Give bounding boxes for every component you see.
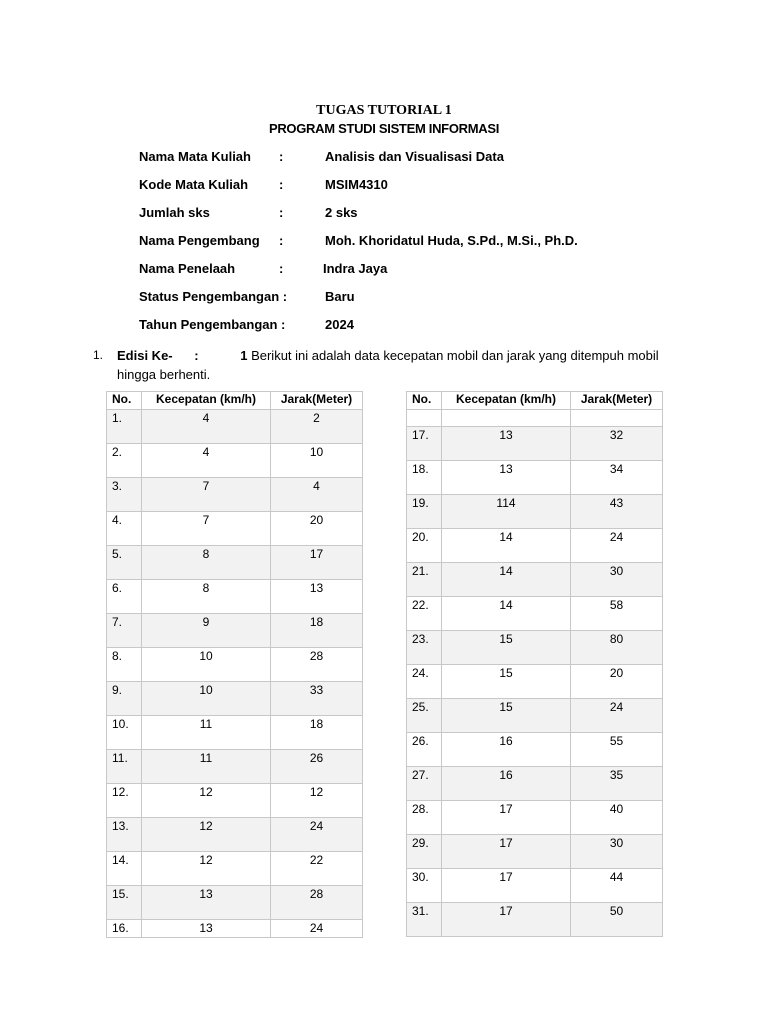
cell-no: 27.: [407, 767, 442, 801]
table-row: [107, 648, 363, 682]
header-no: No.: [407, 392, 442, 410]
table-row: [407, 835, 663, 869]
table-row: [107, 818, 363, 852]
cell-jarak: 50: [571, 903, 663, 937]
cell-no: 26.: [407, 733, 442, 767]
cell-jarak: 22: [271, 852, 363, 886]
table-row: [407, 801, 663, 835]
cell-no: 25.: [407, 699, 442, 733]
cell-kecepatan: 16: [442, 767, 571, 801]
cell-kecepatan: 15: [442, 631, 571, 665]
cell-jarak: 33: [271, 682, 363, 716]
cell-kecepatan: 8: [142, 546, 271, 580]
cell-jarak: 20: [271, 512, 363, 546]
cell-kecepatan: 7: [142, 512, 271, 546]
table-row: [107, 546, 363, 580]
cell-kecepatan: 17: [442, 869, 571, 903]
cell-jarak: 26: [271, 750, 363, 784]
cell-jarak: 43: [571, 495, 663, 529]
cell-no: 30.: [407, 869, 442, 903]
cell-no: 8.: [107, 648, 142, 682]
cell-no: 28.: [407, 801, 442, 835]
info-value: 2024: [325, 317, 354, 332]
cell-jarak: 4: [271, 478, 363, 512]
cell-jarak: 28: [271, 648, 363, 682]
cell-no: 4.: [107, 512, 142, 546]
cell-no: 31.: [407, 903, 442, 937]
info-colon: :: [279, 233, 284, 248]
cell-kecepatan: 14: [442, 529, 571, 563]
document-title: TUGAS TUTORIAL 1: [316, 103, 452, 118]
header-no: No.: [107, 392, 142, 410]
info-label: Nama Pengembang: [139, 233, 260, 248]
data-table-left: [106, 391, 363, 938]
edisi-colon: :: [194, 348, 199, 363]
table-row: [407, 699, 663, 733]
cell-no: 12.: [107, 784, 142, 818]
cell-jarak: 30: [571, 835, 663, 869]
edisi-label: Edisi Ke-: [117, 348, 173, 363]
table-row: [407, 563, 663, 597]
cell-jarak: 28: [271, 886, 363, 920]
info-value: 2 sks: [325, 205, 358, 220]
question-1: [93, 346, 673, 384]
info-value: Baru: [325, 289, 355, 304]
cell-kecepatan: 12: [142, 852, 271, 886]
info-colon: :: [279, 149, 284, 164]
info-value: MSIM4310: [325, 177, 388, 192]
cell-kecepatan: 10: [142, 648, 271, 682]
cell-kecepatan: 17: [442, 801, 571, 835]
table-row: [107, 512, 363, 546]
cell-kecepatan: 8: [142, 580, 271, 614]
info-value: Analisis dan Visualisasi Data: [325, 149, 504, 164]
cell-kecepatan: 4: [142, 444, 271, 478]
cell-kecepatan: 11: [142, 716, 271, 750]
info-colon: :: [279, 261, 284, 276]
cell-no: 1.: [107, 410, 142, 444]
table-row: [407, 903, 663, 937]
question-text: Berikut ini adalah data kecepatan mobil dan jarak yang ditempuh mobil hingga berhenti.: [117, 348, 659, 382]
cell-kecepatan: 11: [142, 750, 271, 784]
cell-jarak: 13: [271, 580, 363, 614]
header-jarak: Jarak(Meter): [271, 392, 363, 410]
cell-jarak: 80: [571, 631, 663, 665]
info-label: Nama Mata Kuliah: [139, 149, 251, 164]
cell-kecepatan: 7: [142, 478, 271, 512]
edisi-value: 1: [240, 348, 248, 363]
cell-kecepatan: 17: [442, 835, 571, 869]
cell-jarak: 20: [571, 665, 663, 699]
table-row: [107, 478, 363, 512]
table-row: [107, 614, 363, 648]
table-row: [407, 461, 663, 495]
info-label: Tahun Pengembangan :: [139, 317, 286, 332]
cell-jarak: 24: [271, 920, 363, 938]
cell-kecepatan: 4: [142, 410, 271, 444]
cell-jarak: 18: [271, 614, 363, 648]
cell-no: 5.: [107, 546, 142, 580]
info-label: Jumlah sks: [139, 205, 210, 220]
cell-no: 21.: [407, 563, 442, 597]
cell-jarak: 18: [271, 716, 363, 750]
cell-kecepatan: 114: [442, 495, 571, 529]
cell-kecepatan: 12: [142, 784, 271, 818]
cell-no: 13.: [107, 818, 142, 852]
cell-no: 20.: [407, 529, 442, 563]
table-row: [407, 631, 663, 665]
cell-kecepatan: 15: [442, 665, 571, 699]
info-value: Moh. Khoridatul Huda, S.Pd., M.Si., Ph.D.: [325, 233, 578, 248]
table-row: [407, 495, 663, 529]
cell-jarak: 32: [571, 427, 663, 461]
cell-no: 7.: [107, 614, 142, 648]
cell-jarak: 17: [271, 546, 363, 580]
cell-no: 29.: [407, 835, 442, 869]
info-value: Indra Jaya: [323, 261, 388, 276]
data-table-right: [406, 391, 663, 937]
cell-no: 6.: [107, 580, 142, 614]
cell-no: 3.: [107, 478, 142, 512]
table-row: [407, 427, 663, 461]
cell-kecepatan: 14: [442, 563, 571, 597]
cell-kecepatan: 14: [442, 597, 571, 631]
table-row: [107, 852, 363, 886]
table-row: [107, 716, 363, 750]
cell-jarak: 10: [271, 444, 363, 478]
cell-no: 18.: [407, 461, 442, 495]
cell-jarak: 24: [571, 529, 663, 563]
cell-no: 9.: [107, 682, 142, 716]
cell-jarak: 35: [571, 767, 663, 801]
cell-kecepatan: 13: [142, 920, 271, 938]
cell-kecepatan: 13: [142, 886, 271, 920]
cell-jarak: 24: [571, 699, 663, 733]
table-row: [107, 580, 363, 614]
cell-jarak: 30: [571, 563, 663, 597]
table-row: [107, 750, 363, 784]
cell-jarak: 40: [571, 801, 663, 835]
cell-no: 10.: [107, 716, 142, 750]
document-subtitle: PROGRAM STUDI SISTEM INFORMASI: [268, 121, 500, 136]
table-row: [407, 665, 663, 699]
table-row: [407, 869, 663, 903]
cell-kecepatan: 12: [142, 818, 271, 852]
table-row: [107, 410, 363, 444]
table-row: [107, 784, 363, 818]
cell-jarak: 34: [571, 461, 663, 495]
header-jarak: Jarak(Meter): [571, 392, 663, 410]
info-label: Status Pengembangan :: [139, 289, 288, 304]
question-number: 1.: [93, 348, 104, 362]
table-row: [407, 767, 663, 801]
info-label: Nama Penelaah: [139, 261, 236, 276]
cell-no: 11.: [107, 750, 142, 784]
cell-no: 23.: [407, 631, 442, 665]
header-kecepatan: Kecepatan (km/h): [142, 392, 271, 410]
table-row: [407, 597, 663, 631]
info-colon: :: [279, 177, 284, 192]
cell-kecepatan: 17: [442, 903, 571, 937]
cell-jarak: 58: [571, 597, 663, 631]
table-row: [407, 733, 663, 767]
cell-kecepatan: 9: [142, 614, 271, 648]
cell-no: 19.: [407, 495, 442, 529]
cell-no: 22.: [407, 597, 442, 631]
cell-kecepatan: 13: [442, 461, 571, 495]
info-colon: :: [279, 205, 284, 220]
header-kecepatan: Kecepatan (km/h): [442, 392, 571, 410]
table-row: [407, 529, 663, 563]
cell-kecepatan: 16: [442, 733, 571, 767]
table-row: [107, 682, 363, 716]
cell-kecepatan: 10: [142, 682, 271, 716]
cell-kecepatan: 13: [442, 427, 571, 461]
info-label: Kode Mata Kuliah: [139, 177, 249, 192]
cell-no: 15.: [107, 886, 142, 920]
cell-kecepatan: 15: [442, 699, 571, 733]
cell-no: 14.: [107, 852, 142, 886]
cell-no: 17.: [407, 427, 442, 461]
cell-jarak: 2: [271, 410, 363, 444]
table-row: [107, 444, 363, 478]
cell-no: 2.: [107, 444, 142, 478]
table-row: [107, 920, 363, 938]
cell-no: 16.: [107, 920, 142, 938]
cell-jarak: 44: [571, 869, 663, 903]
table-row: [107, 886, 363, 920]
empty-row: [407, 410, 663, 427]
cell-jarak: 12: [271, 784, 363, 818]
cell-jarak: 55: [571, 733, 663, 767]
cell-jarak: 24: [271, 818, 363, 852]
cell-no: 24.: [407, 665, 442, 699]
